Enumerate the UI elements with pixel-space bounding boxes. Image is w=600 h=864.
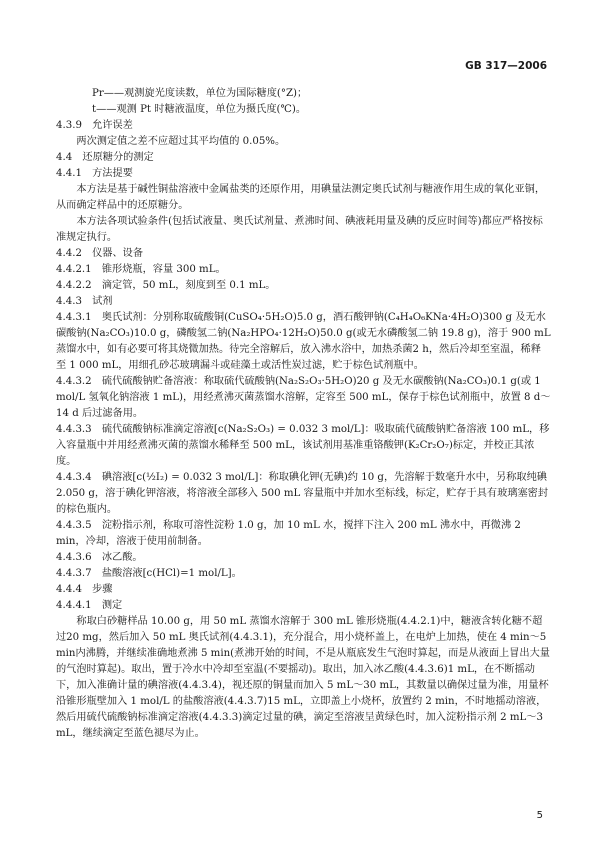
section-heading: 4.4 还原糖分的测定 bbox=[56, 152, 154, 163]
clause: 4.4.3.1 奥氏试剂：分别称取硫酸铜(CuSO₄·5H₂O)5.0 g，酒石酸钾钠(C₄H₄O₆KNa·4H₂O)300 g 及无水碳酸钠(Na₂CO₃)10.0 g，磷酸氢二钠(Na₂HPO₄·12H₂O)50.0 g(或无水磷酸氢二钠 19.8 g)，溶于 900 mL 蒸馏水中，如有必要可将其烧微加热。待完全溶解后，放入沸水浴中，加热杀菌2 h，然后冷却至室温，稀释至 1 000 mL，用细孔砂芯玻璃漏斗或硅藻土或活性炭过滤，贮于棕色试剂瓶中。 bbox=[56, 312, 551, 371]
clause: 4.4.3.7 盐酸溶液[c(HCl)=1 mol/L]。 bbox=[56, 568, 242, 579]
paragraph: 两次测定值之差不应超过其平均值的 0.05%。 bbox=[76, 136, 286, 147]
standard-code: GB 317—2006 bbox=[465, 60, 547, 72]
paragraph: 本方法各项试验条件(包括试液量、奥氏试剂量、煮沸时间、碘液耗用量及碘的反应时间等)都应严格按标准规定执行。 bbox=[56, 216, 543, 243]
clause: 4.4.2.2 滴定管，50 mL，刻度到至 0.1 mL。 bbox=[56, 280, 276, 291]
clause: 4.4.3.4 碘溶液[c(½I₂) = 0.032 3 mol/L]：称取碘化钾(无碘)约 10 g，先溶解于数毫升水中，另称取纯碘 2.050 g，溶于碘化钾溶液，将溶液全部移入 500 mL 容量瓶中并加水至标线，标定，贮存于具有玻璃塞密封的棕色瓶内。 bbox=[56, 472, 549, 515]
variable-definition: Pr——观测旋光度读数，单位为国际糖度(°Z)； bbox=[92, 88, 308, 99]
paragraph: 称取白砂糖样品 10.00 g，用 50 mL 蒸馏水溶解于 300 mL 锥形烧瓶(4.4.2.1)中，糖液含转化糖不超过20 mg，然后加入 50 mL 奥氏试剂(4.4.3.1)，充分混合，用小烧杯盖上，在电炉上加热，使在 4 min～5 min内沸腾，并继续准确地煮沸 5 min(煮沸开始的时间，不是从瓶底发生气泡时算起，而是从液面上冒出大量的气泡时算起)。取出，置于冷水中冷却至室温(不要摇动)。取出，加入冰乙酸(4.4.3.6)1 mL，在不断摇动下，加入准确计量的碘溶液(4.4.3.4)，视还原的铜量而加入 5 mL～30 mL，其数量以确保过量为准，用量杯沿锥形瓶壁加入 1 mol/L 的盐酸溶液(4.4.3.7)15 mL，立即盖上小烧杯，放置约 2 min，不时地摇动溶液，然后用硫代硫酸钠标准滴定溶液(4.4.3.3)滴定过量的碘，滴定至溶液呈黄绿色时，加入淀粉指示剂 2 mL～3 mL，继续滴定至蓝色褪尽为止。 bbox=[56, 616, 550, 739]
clause: 4.4.3.2 硫代硫酸钠贮备溶液：称取硫代硫酸钠(Na₂S₂O₃·5H₂O)20 g 及无水碳酸钠(Na₂CO₃)0.1 g(或 1 mol/L 氢氧化钠溶液 1 mL)，用经煮沸灭菌蒸馏水溶解，定容至 500 mL，保存于棕色试剂瓶中，放置 8 d～14 d 后过滤备用。 bbox=[56, 376, 551, 419]
page-number: 5 bbox=[536, 810, 543, 821]
clause: 4.4.3.3 硫代硫酸钠标准滴定溶液[c(Na₂S₂O₃) = 0.032 3 mol/L]：吸取硫代硫酸钠贮备溶液 100 mL，移入容量瓶中并用经煮沸灭菌的蒸馏水稀释至 500 mL，该试剂用基准重铬酸钾(K₂Cr₂O₇)标定，并校正其浓度。 bbox=[56, 424, 550, 467]
section-heading: 4.4.1 方法提要 bbox=[56, 168, 133, 179]
paragraph: 本方法是基于碱性铜盐溶液中金属盐类的还原作用，用碘量法测定奥氏试剂与糖液作用生成的氧化亚铜，从而确定样品中的还原糖分。 bbox=[56, 184, 546, 211]
variable-definition: t——观测 Pt 时糖液温度，单位为摄氏度(℃)。 bbox=[92, 104, 307, 115]
section-heading: 4.4.2 仪器、设备 bbox=[56, 248, 144, 259]
section-heading: 4.4.4 步骤 bbox=[56, 584, 113, 595]
document-body bbox=[56, 86, 551, 742]
clause: 4.4.3.6 冰乙酸。 bbox=[56, 552, 143, 563]
section-heading: 4.4.3 试剂 bbox=[56, 296, 113, 307]
section-heading: 4.4.4.1 测定 bbox=[56, 600, 123, 611]
clause: 4.4.3.5 淀粉指示剂，称取可溶性淀粉 1.0 g，加 10 mL 水，搅拌下注入 200 mL 沸水中，再微沸 2 min，冷却，溶液于使用前制备。 bbox=[56, 520, 521, 547]
section-heading: 4.3.9 允许误差 bbox=[56, 120, 133, 131]
clause: 4.4.2.1 锥形烧瓶，容量 300 mL。 bbox=[56, 264, 226, 275]
